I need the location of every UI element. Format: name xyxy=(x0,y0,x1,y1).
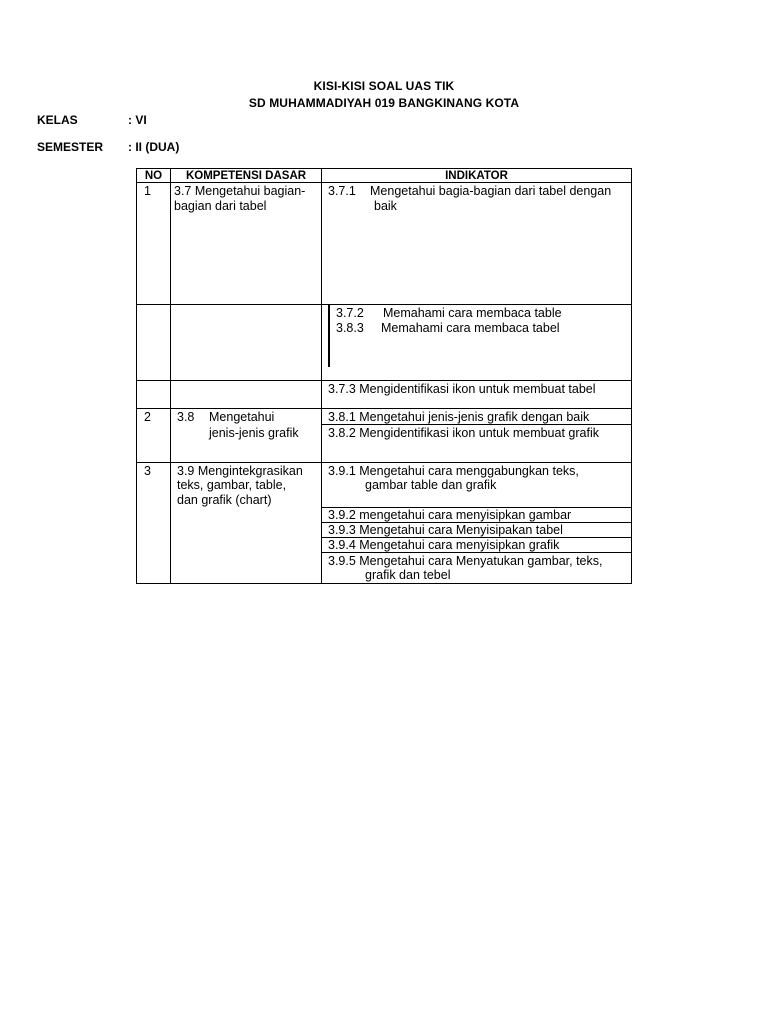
indicator-text: gambar table dan grafik xyxy=(365,478,497,492)
row-number: 2 xyxy=(144,410,151,424)
indicator-text: 3.9.4 Mengetahui cara menyisipkan grafik xyxy=(328,538,560,552)
indicator-number: 3.7.1 xyxy=(328,184,356,198)
kelas-value: : VI xyxy=(128,113,147,127)
table-border xyxy=(136,380,632,381)
kd-number: 3.8 xyxy=(177,410,195,424)
indicator-text: grafik dan tebel xyxy=(365,568,451,582)
header-indikator: INDIKATOR xyxy=(445,170,508,182)
table-border xyxy=(136,462,632,463)
indicator-text: 3.9.3 Mengetahui cara Menyisipakan tabel xyxy=(328,523,563,537)
kd-text: bagian dari tabel xyxy=(174,199,267,213)
semester-value: : II (DUA) xyxy=(128,140,180,154)
indicator-text: 3.8.2 Mengidentifikasi ikon untuk membuat grafik xyxy=(328,426,599,440)
indicator-text: Mengetahui bagia-bagian dari tabel dengan xyxy=(370,184,612,198)
indicator-text: 3.9.1 Mengetahui cara menggabungkan teks, xyxy=(328,464,579,478)
kelas-label: KELAS xyxy=(37,113,78,127)
kd-text: teks, gambar, table, xyxy=(177,478,287,492)
indicator-number: 3.8.3 xyxy=(336,321,364,335)
indicator-text: baik xyxy=(374,199,397,213)
kd-text: jenis-jenis grafik xyxy=(209,426,299,440)
kd-text: dan grafik (chart) xyxy=(177,493,272,507)
indicator-text: 3.7.3 Mengidentifikasi ikon untuk membuat tabel xyxy=(328,382,596,396)
row-number: 1 xyxy=(144,184,151,198)
indicator-text: 3.9.5 Mengetahui cara Menyatukan gambar, teks, xyxy=(328,554,603,568)
indicator-text: Memahami cara membaca table xyxy=(383,306,562,320)
semester-label: SEMESTER xyxy=(37,140,104,154)
table-border xyxy=(136,408,632,409)
indicator-number: 3.7.2 xyxy=(336,306,364,320)
kd-text: 3.9 Mengintekgrasikan xyxy=(177,464,303,478)
row-number: 3 xyxy=(144,464,151,478)
table-border xyxy=(136,168,137,584)
school-name: SD MUHAMMADIYAH 019 BANGKINANG KOTA xyxy=(248,96,520,110)
header-no: NO xyxy=(144,170,163,182)
cell-bar xyxy=(328,305,330,367)
kd-text: Mengetahui xyxy=(209,410,275,424)
document-title: KISI-KISI SOAL UAS TIK xyxy=(313,79,455,93)
indicator-text: Memahami cara membaca tabel xyxy=(381,321,560,335)
table-border xyxy=(170,168,171,584)
table-border xyxy=(136,304,632,305)
indicator-text: 3.8.1 Mengetahui jenis-jenis grafik dengan baik xyxy=(328,410,590,424)
table-border xyxy=(136,583,632,584)
indicator-text: 3.9.2 mengetahui cara menyisipkan gambar xyxy=(328,508,572,522)
kd-text: 3.7 Mengetahui bagian- xyxy=(174,184,306,198)
header-kompetensi-dasar: KOMPETENSI DASAR xyxy=(185,170,307,182)
